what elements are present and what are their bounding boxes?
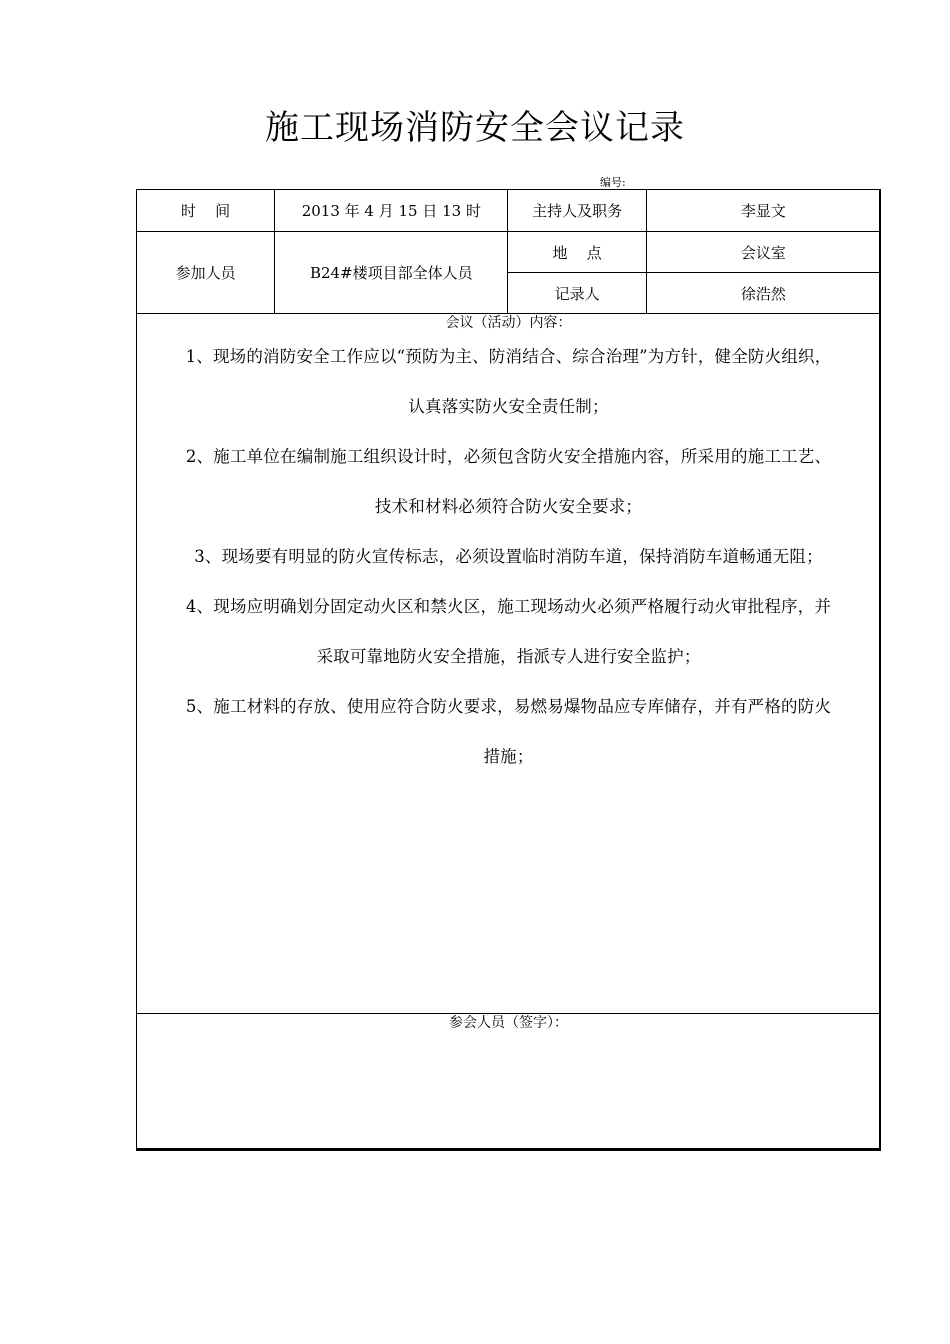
meeting-content-cell [137, 314, 881, 1014]
content-line: 技术和材料必须符合防火安全要求； [374, 497, 643, 516]
content-line: 采取可靠地防火安全措施，指派专人进行安全监护； [316, 647, 701, 666]
content-line: 认真落实防火安全责任制； [408, 397, 609, 416]
location-label: 地 点 [508, 232, 646, 273]
content-label: 会议（活动）内容： [445, 315, 572, 331]
time-label: 时 间 [137, 190, 275, 232]
meeting-record-table [136, 189, 881, 1149]
content-line: 措施； [483, 747, 534, 766]
content-line: 1、现场的消防安全工作应以“预防为主、防消结合、综合治理”为方针，健全防火组织， [185, 347, 832, 366]
content-line: 5、施工材料的存放、使用应符合防火要求，易燃易爆物品应专库储存，并有严格的防火 [185, 697, 832, 716]
recorder-value: 徐浩然 [646, 273, 880, 314]
attendees-value: B24#楼项目部全体人员 [275, 232, 508, 314]
page-title: 施工现场消防安全会议记录 [265, 108, 685, 148]
signature-label: 参会人员（签字）： [449, 1015, 568, 1031]
host-value: 李显文 [646, 190, 880, 232]
serial-number-label: 编号: [600, 176, 626, 189]
signature-cell [137, 1014, 881, 1149]
location-value: 会议室 [646, 232, 880, 273]
host-label: 主持人及职务 [508, 190, 646, 232]
attendees-label: 参加人员 [137, 232, 275, 314]
time-value: 2013 年 4 月 15 日 13 时 [275, 190, 508, 232]
content-line: 2、施工单位在编制施工组织设计时，必须包含防火安全措施内容，所采用的施工工艺、 [185, 447, 832, 466]
content-line: 3、现场要有明显的防火宣传标志，必须设置临时消防车道，保持消防车道畅通无阻； [194, 547, 823, 566]
content-line: 4、现场应明确划分固定动火区和禁火区，施工现场动火必须严格履行动火审批程序，并 [185, 597, 832, 616]
recorder-label: 记录人 [508, 273, 646, 314]
